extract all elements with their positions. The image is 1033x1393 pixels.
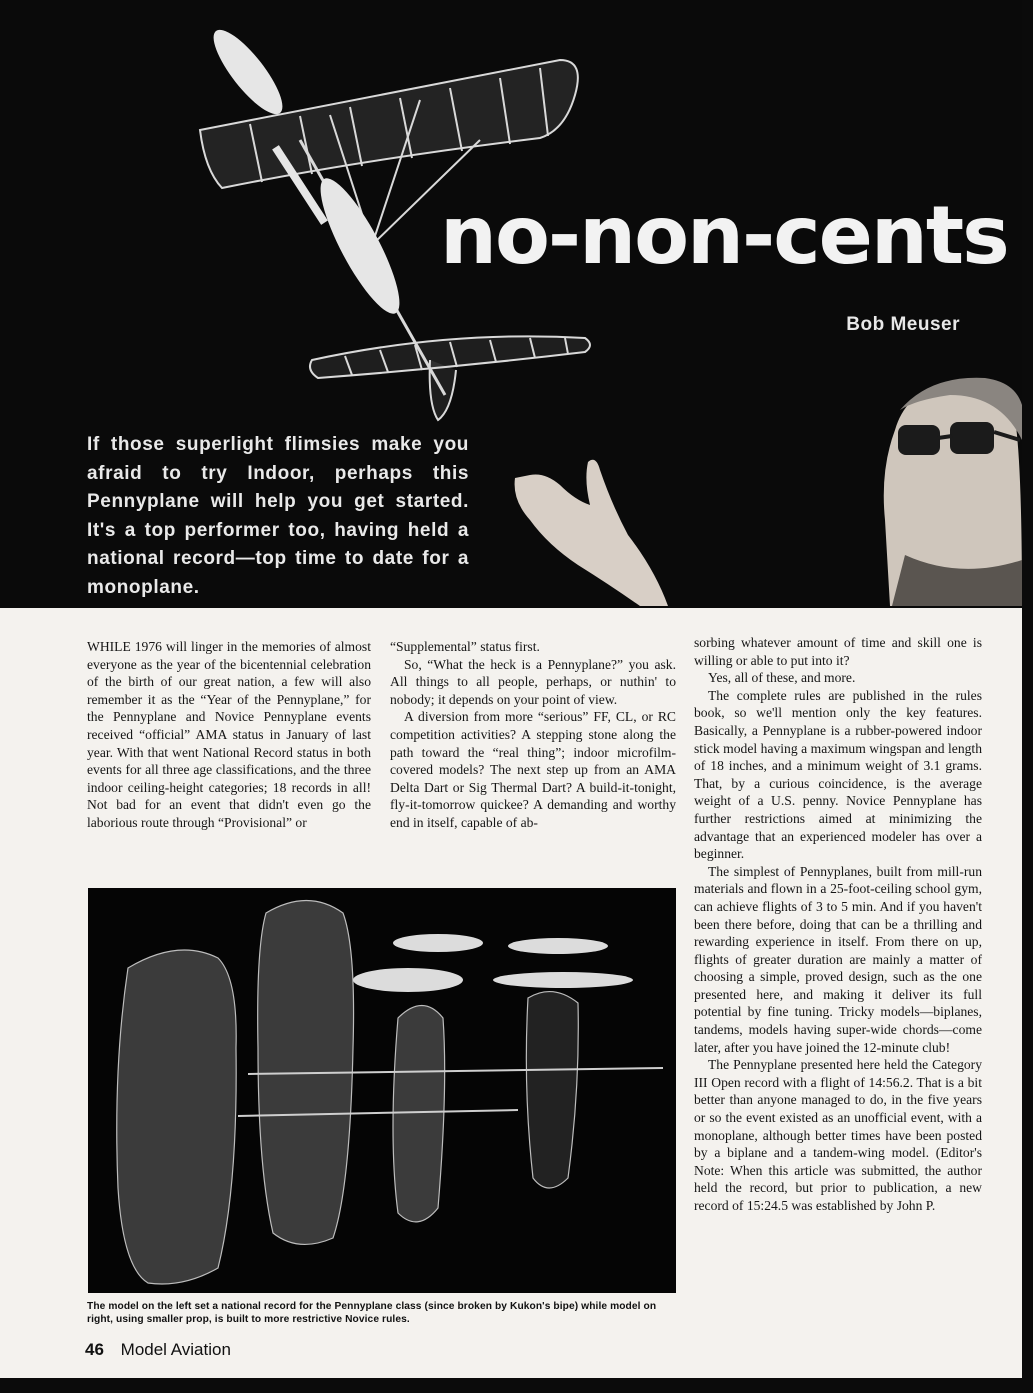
paragraph: “Supplemental” status first. — [390, 639, 540, 654]
paragraph: WHILE 1976 will linger in the memories of almost everyone as the year of the bicentennial celebration of the birth of our great nation, a few will also remember it as the “Year of the Pennyplane,” for the Pennyplane and Novice Pennyplane events received “official” AMA status in January of last year. With that went National Record status in both events for all three age classifications, and the three indoor ceiling-height categories; 18 records in all! Not bad for an event that didn't even go the laborious route through “Provisional” or — [87, 639, 371, 830]
paragraph: The Pennyplane presented here held the Category III Open record with a flight of 14:56.2. That is a bit better than anyone managed to do, in the five years or so the event existed as an unofficial event, with a monoplane, although better times have been posted by a biplane and a tandem-wing model. (Editor's Note: When this article was submitted, the author held the record, but prior to publication, a new record of 15:24.5 was established by John P. — [694, 1057, 982, 1213]
article-column-1 — [87, 638, 371, 832]
article-column-3 — [694, 634, 982, 1215]
models-photo — [88, 888, 676, 1293]
publication-name: Model Aviation — [120, 1340, 231, 1359]
intro-blurb: If those superlight flimsies make you afraid to try Indoor, perhaps this Pennyplane will help you get started. It's a top performer too, having held a national record—top time to date for a monoplane. — [87, 434, 469, 598]
page-number: 46 — [85, 1340, 104, 1359]
page-edge-shadow — [1022, 0, 1033, 1393]
hand-illustration — [515, 460, 668, 606]
paragraph: The simplest of Pennyplanes, built from mill-run materials and flown in a 25-foot-ceiling school gym, can achieve flights of 3 to 5 min. And if you haven't been there before, doing that can be a thrilling and rewarding experience in itself. From there on up, flights of greater duration are mainly a matter of choosing a simple, proved design, such as the one presented here, and making it deliver its full potential by fine tuning. Tricky models—biplanes, tandems, models having super-wide chords—come later, after you have joined the 12-minute club! — [694, 863, 982, 1055]
paragraph: A diversion from more “serious” FF, CL, or RC competition activities? A stepping stone along the path toward the “real thing”; indoor microfilm-covered models? The next step up from an AMA Delta Dart or Sig Thermal Dart? A build-it-tonight, fly-it-tomorrow quickee? A demanding and worthy end in itself, capable of ab- — [390, 709, 676, 830]
paragraph: So, “What the heck is a Pennyplane?” you ask. All things to all people, perhaps, or nuthin' to nobody; it depends on your point of view. — [390, 656, 676, 707]
article-title: no-non-cents — [440, 189, 1008, 282]
models-photo-illustration — [88, 888, 676, 1293]
paragraph: The complete rules are published in the rules book, so we'll mention only the key features. Basically, a Pennyplane is a rubber-powered indoor stick model having a maximum wingspan and length of 18 inches, and a minimum weight of 3.1 grams. That, by a curious coincidence, is the average weight of a U.S. penny. Novice Pennyplane has further restrictions aimed at minimizing the advantage that an experienced modeler has over a beginner. — [694, 687, 982, 862]
author-portrait-illustration — [884, 378, 1022, 606]
paragraph: Yes, all of these, and more. — [708, 670, 856, 686]
hero-photo — [0, 0, 1033, 608]
page-footer — [85, 1340, 385, 1360]
author-byline: Bob Meuser — [846, 314, 960, 335]
photo-caption: The model on the left set a national record for the Pennyplane class (since broken by Kukon's bipe) while model on right, using smaller prop, is built to more restrictive Novice rules. — [87, 1301, 657, 1326]
article-column-2 — [390, 638, 676, 832]
paragraph: sorbing whatever amount of time and skill one is willing or able to put into it? — [694, 635, 982, 668]
